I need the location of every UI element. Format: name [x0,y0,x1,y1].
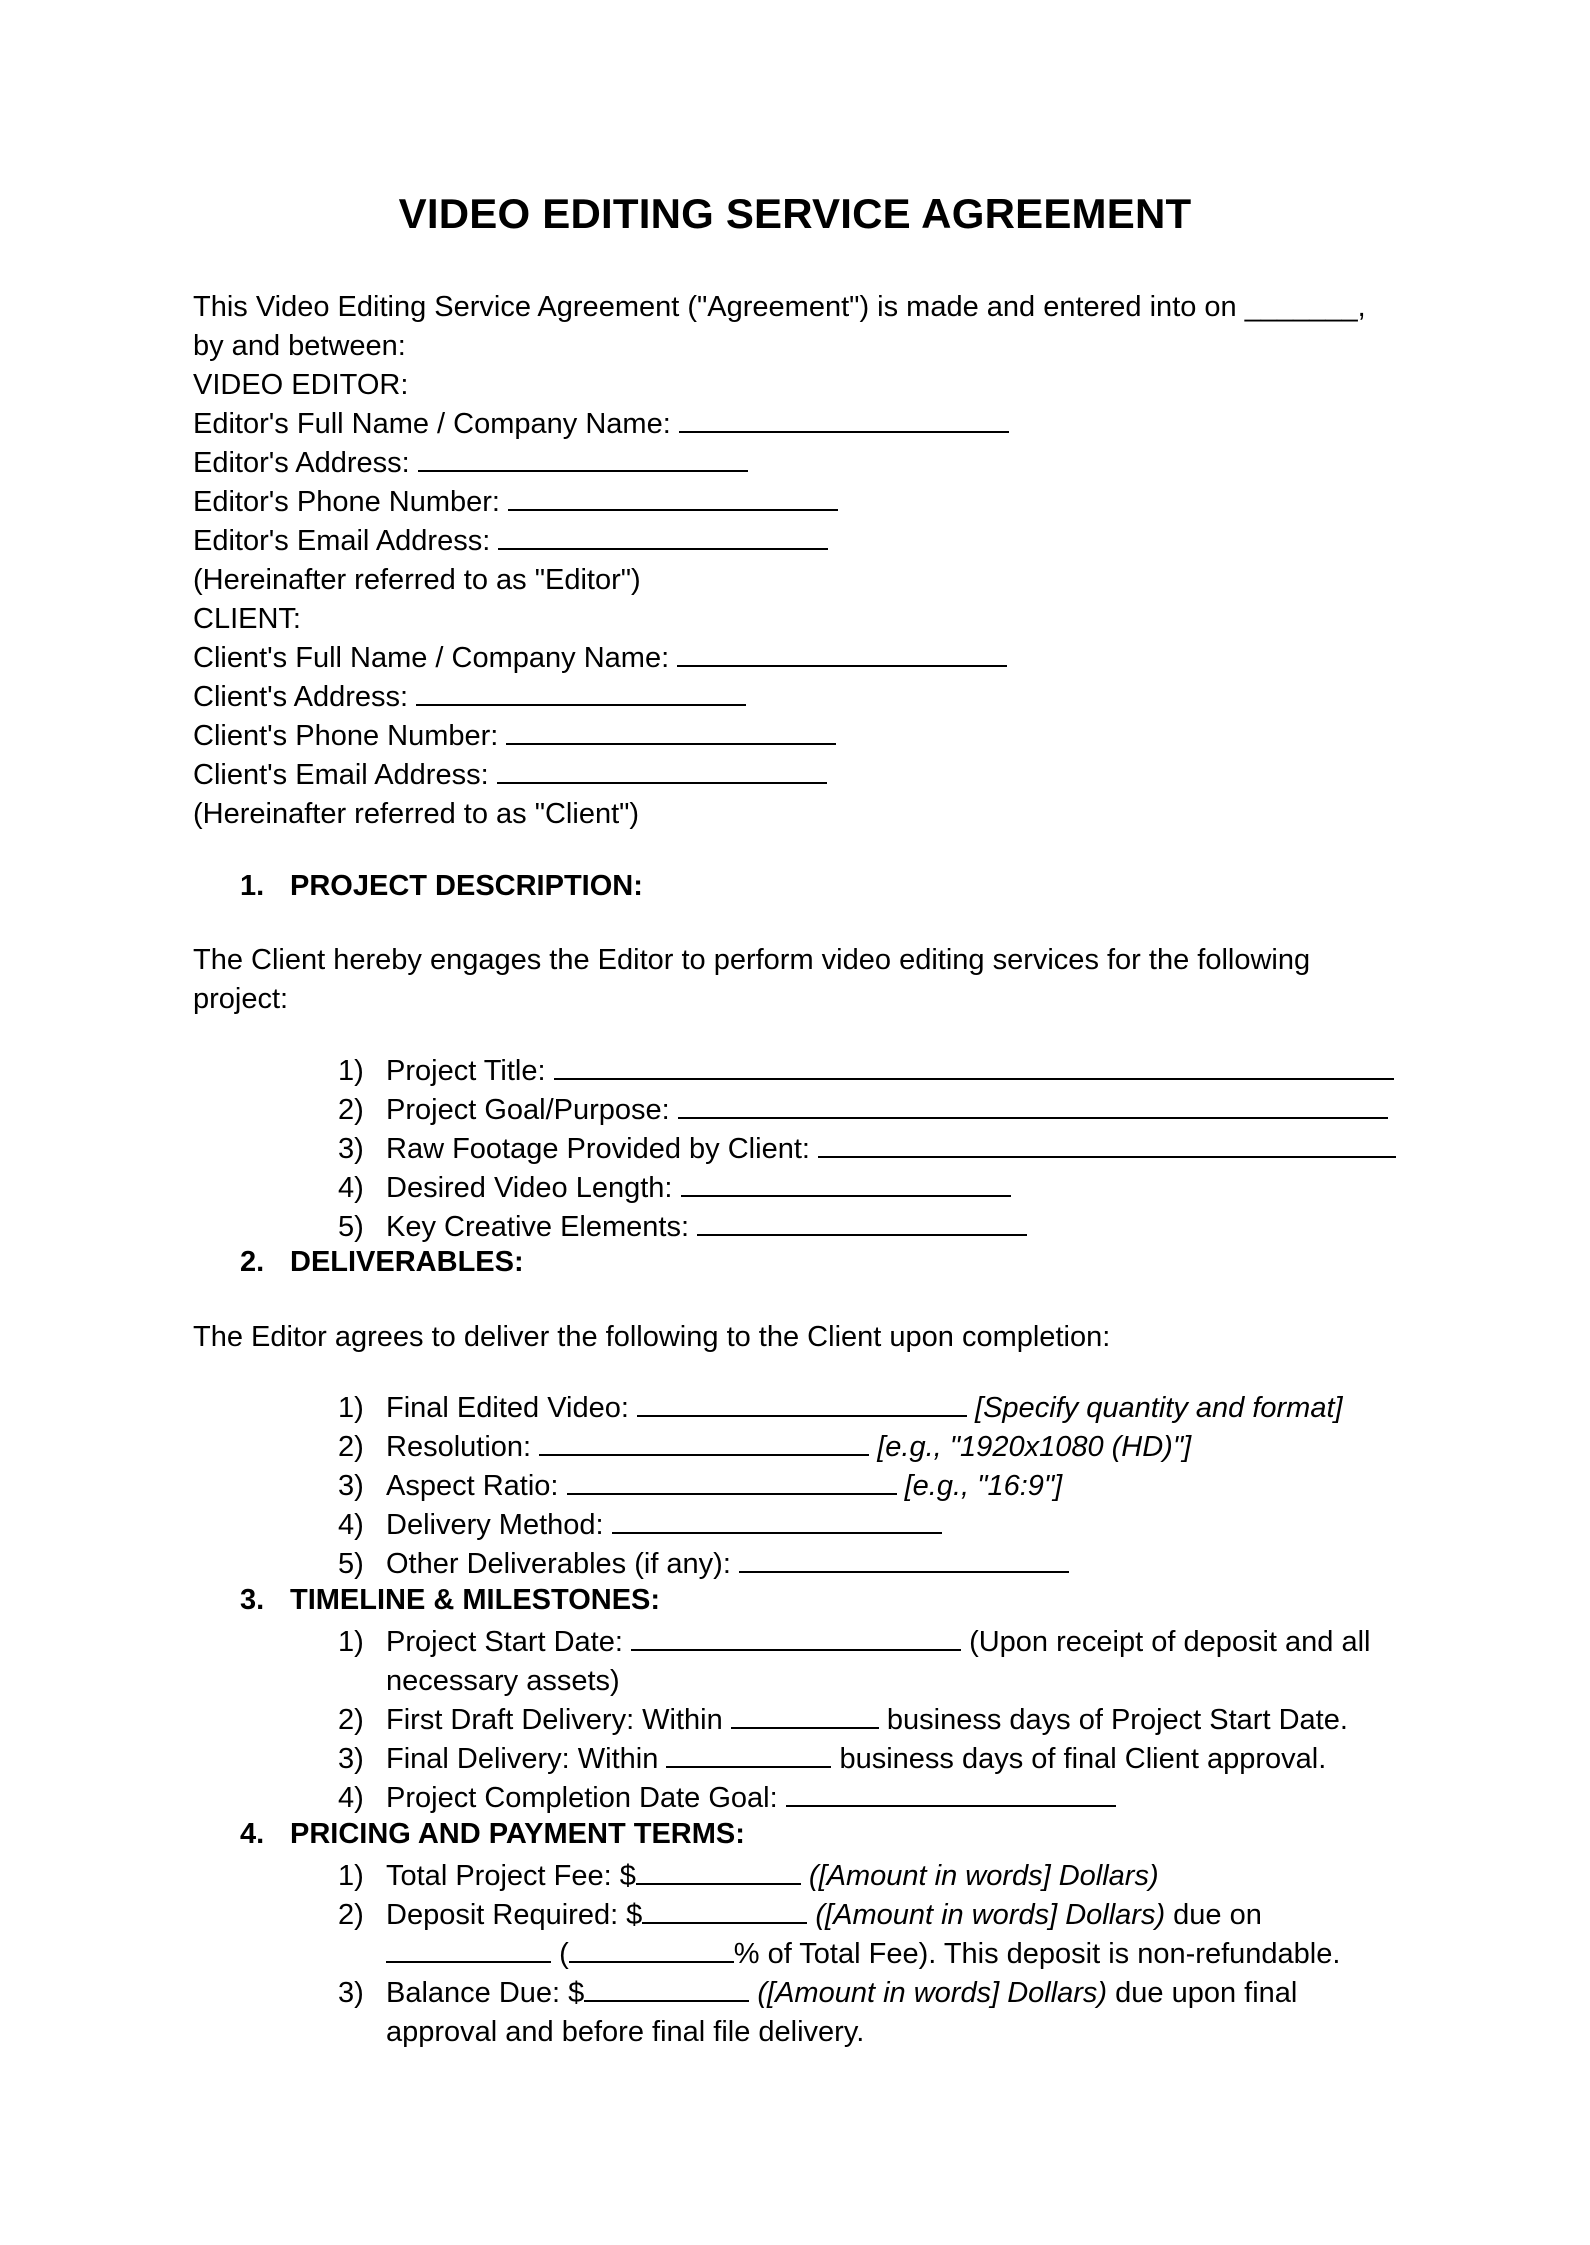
list-item-continuation: ( % of Total Fee). This deposit is non-refundable. [338,1935,1340,1974]
client-phone-field: Client's Phone Number: [193,717,1433,756]
section-3-list [338,1623,1370,1818]
list-item: 3) Final Delivery: Within business days of final Client approval. [338,1743,1327,1775]
section-3-heading: 3. TIMELINE & MILESTONES: [240,1584,661,1616]
list-item: 1) Total Project Fee: $ ([Amount in words] Dollars) [338,1860,1159,1892]
list-item: 1) Final Edited Video: [Specify quantity and format] [338,1392,1343,1424]
list-item: 2) First Draft Delivery: Within business days of Project Start Date. [338,1704,1348,1736]
list-item: 1) Project Start Date: (Upon receipt of deposit and all [338,1626,1371,1658]
list-item: 1) Project Title: [338,1052,1396,1091]
list-item: 2) Deposit Required: $ ([Amount in words] Dollars) due on [338,1899,1262,1931]
editor-address-field: Editor's Address: [193,444,1433,483]
list-item: 3) Raw Footage Provided by Client: [338,1130,1396,1169]
list-item: 3) Balance Due: $ ([Amount in words] Dollars) due upon final [338,1977,1298,2009]
section-1-heading: 1. PROJECT DESCRIPTION: [240,870,643,902]
intro-line-2: by and between: [193,330,406,362]
client-email-field: Client's Email Address: [193,756,1433,795]
list-item-continuation: necessary assets) [386,1665,620,1697]
intro-block [193,288,1433,834]
list-item: 4) Project Completion Date Goal: [338,1779,1370,1818]
editor-name-field: Editor's Full Name / Company Name: [193,405,1433,444]
editor-phone-field: Editor's Phone Number: [193,483,1433,522]
intro-line-1: This Video Editing Service Agreement ("Agreement") is made and entered into on _______, [193,291,1366,323]
list-item: 2) Resolution: [e.g., "1920x1080 (HD)"] [338,1431,1192,1463]
section-1-list [338,1052,1396,1247]
section-2-list [338,1389,1343,1584]
section-2-text: The Editor agrees to deliver the following to the Client upon completion: [193,1321,1111,1353]
list-item: 5) Other Deliverables (if any): [338,1545,1343,1584]
list-item: 4) Desired Video Length: [338,1169,1396,1208]
client-address-field: Client's Address: [193,678,1433,717]
list-item: 5) Key Creative Elements: [338,1208,1396,1247]
client-reference: (Hereinafter referred to as "Client") [193,798,640,830]
editor-heading: VIDEO EDITOR: [193,369,409,401]
section-1-text: The Client hereby engages the Editor to perform video editing services for the following project: [193,944,1311,1015]
document-title: VIDEO EDITING SERVICE AGREEMENT [398,190,1192,237]
editor-reference: (Hereinafter referred to as "Editor") [193,564,641,596]
section-2-heading: 2. DELIVERABLES: [240,1246,524,1278]
section-4-list [338,1857,1340,2052]
client-heading: CLIENT: [193,603,301,635]
list-item-continuation: approval and before final file delivery. [386,2016,865,2048]
section-4-heading: 4. PRICING AND PAYMENT TERMS: [240,1818,745,1850]
editor-email-field: Editor's Email Address: [193,522,1433,561]
list-item: 2) Project Goal/Purpose: [338,1091,1396,1130]
list-item: 4) Delivery Method: [338,1506,1343,1545]
list-item: 3) Aspect Ratio: [e.g., "16:9"] [338,1470,1063,1502]
client-name-field: Client's Full Name / Company Name: [193,639,1433,678]
